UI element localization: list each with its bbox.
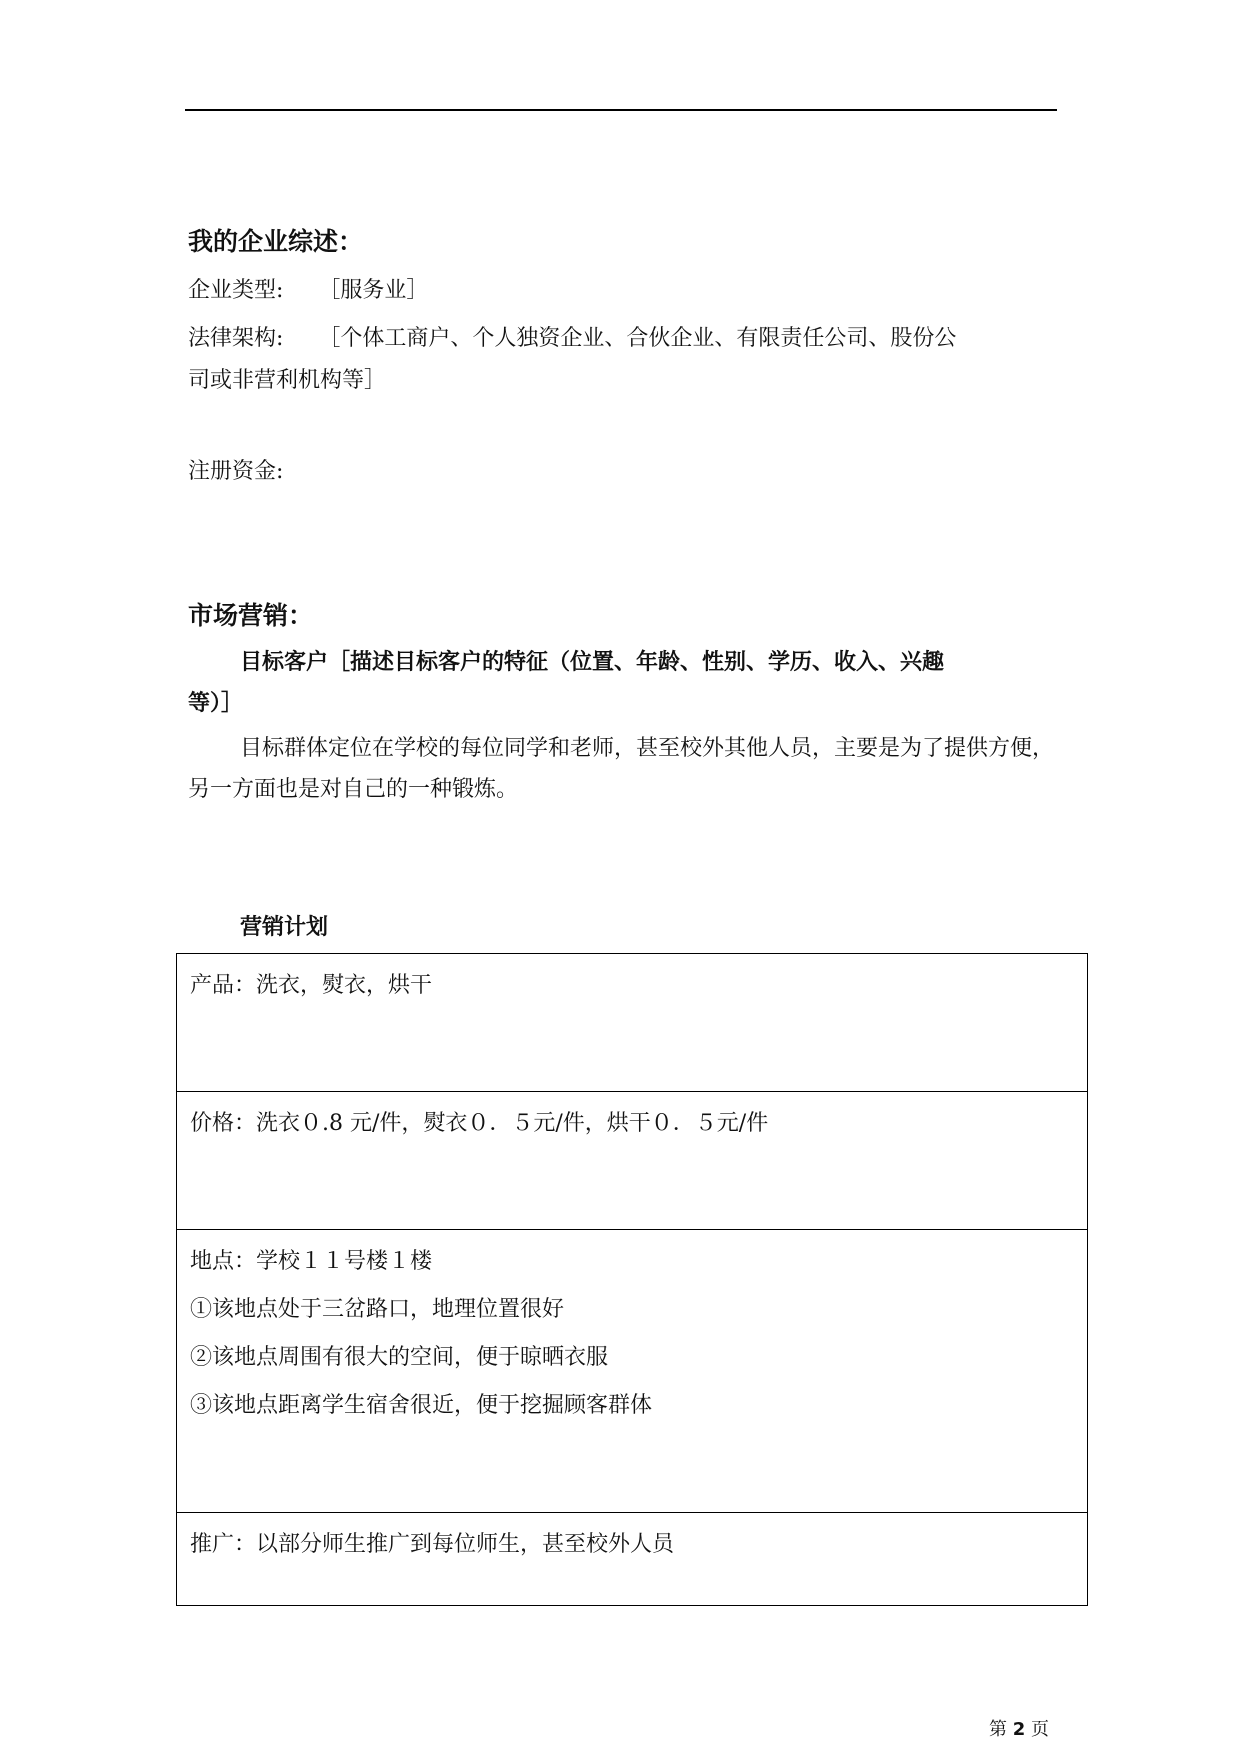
enterprise-type-row	[188, 270, 428, 312]
marketing-plan-title: 营销计划	[240, 915, 329, 940]
page-number: 2	[1012, 1719, 1026, 1740]
location-point-2: ②该地点周围有很大的空间，便于晾晒衣服	[190, 1345, 609, 1370]
footer-prefix: 第	[989, 1719, 1007, 1740]
table-row-product	[177, 954, 1088, 1092]
header-rule	[185, 109, 1057, 111]
page-footer	[989, 1715, 1049, 1741]
footer-suffix: 页	[1031, 1719, 1049, 1740]
enterprise-type-value: ［服务业］	[318, 278, 429, 303]
legal-structure-row	[188, 318, 1058, 360]
table-row-promotion	[177, 1513, 1088, 1606]
marketing-plan-table	[176, 953, 1088, 1606]
location-title: 地点：学校１１号楼１楼	[190, 1249, 433, 1274]
registered-capital-label: 注册资金:	[188, 459, 284, 484]
overview-heading: 我的企业综述：	[188, 227, 364, 256]
location-cell	[177, 1230, 1088, 1513]
product-cell: 产品：洗衣，熨衣，烘干	[177, 954, 1088, 1092]
enterprise-type-label: 企业类型:	[188, 278, 284, 303]
legal-structure-label: 法律架构:	[188, 326, 284, 351]
legal-structure-value-2: 司或非营利机构等］	[188, 368, 387, 393]
promotion-cell: 推广：以部分师生推广到每位师生，甚至校外人员	[177, 1513, 1088, 1606]
location-point-1: ①该地点处于三岔路口，地理位置很好	[190, 1297, 565, 1322]
marketing-heading: 市场营销：	[188, 601, 314, 630]
target-customer-title-2: 等）］	[188, 691, 244, 716]
price-cell: 价格：洗衣０.8 元/件，熨衣０．５元/件，烘干０．５元/件	[177, 1092, 1088, 1230]
target-customer-description: 目标群体定位在学校的每位同学和老师，甚至校外其他人员，主要是为了提供方便，另一方面也是对自己的一种锻炼。	[188, 736, 1055, 802]
location-point-3: ③该地点距离学生宿舍很近，便于挖掘顾客群体	[190, 1393, 653, 1418]
target-customer-title-1: 目标客户［描述目标客户的特征（位置、年龄、性别、学历、收入、兴趣	[240, 650, 945, 675]
table-row-price	[177, 1092, 1088, 1230]
table-row-location	[177, 1230, 1088, 1513]
legal-structure-value-1: ［个体工商户、个人独资企业、合伙企业、有限责任公司、股份公	[318, 326, 957, 351]
